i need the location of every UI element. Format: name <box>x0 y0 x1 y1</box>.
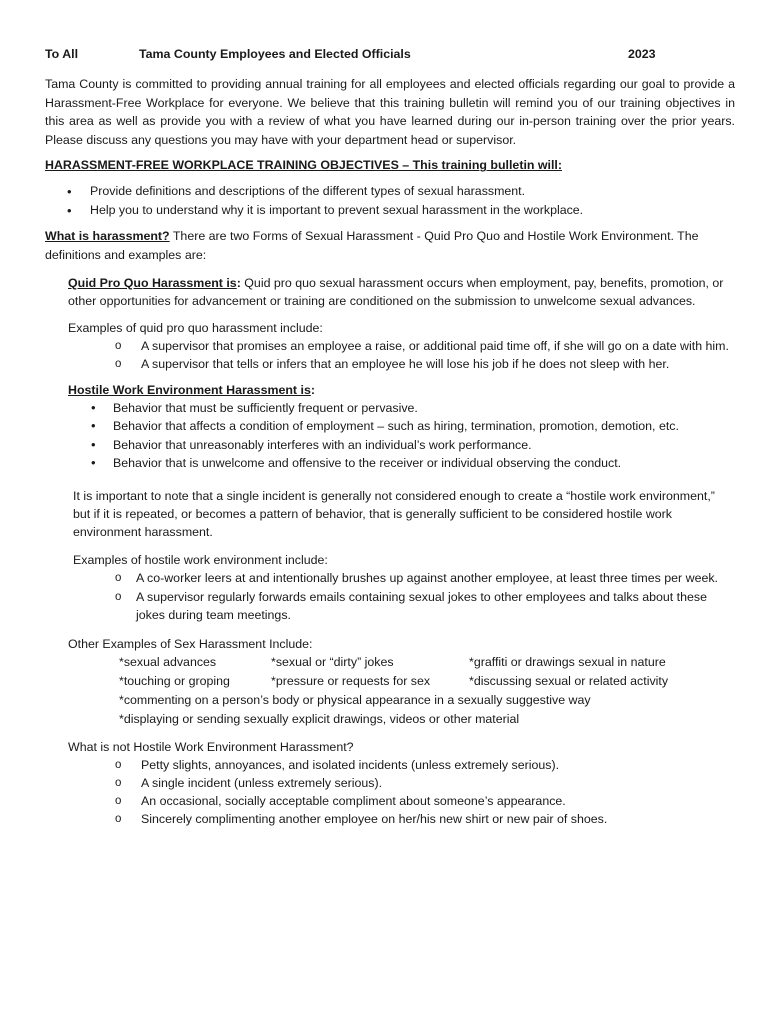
list-item: • Behavior that is unwelcome and offensive to the receiver or individual observing the conduct. <box>45 454 735 472</box>
list-item: • Help you to understand why it is important to prevent sexual harassment in the workplace. <box>45 201 735 220</box>
hostile-examples-heading: Examples of hostile work environment include: <box>73 553 328 568</box>
list-item: o A supervisor regularly forwards emails containing sexual jokes to other employees and talks about these jokes during team meetings. <box>45 588 735 625</box>
what-is-label: What is harassment? <box>45 229 170 244</box>
quid-pro-quo-section <box>68 274 735 337</box>
list-item: o A supervisor that tells or infers that an employee he will lose his job if he does not sleep with her. <box>45 355 735 373</box>
other-examples-grid <box>119 653 735 729</box>
example-item: *touching or groping <box>119 674 230 689</box>
hostile-examples <box>45 569 735 624</box>
example-item: *commenting on a person’s body or physical appearance in a sexually suggestive way <box>119 693 591 708</box>
not-hostile-heading: What is not Hostile Work Environment Harassment? <box>68 740 354 755</box>
other-examples-row <box>119 691 735 710</box>
to-label: To All <box>45 47 79 61</box>
example-item: *displaying or sending sexually explicit drawings, videos or other material <box>119 712 520 727</box>
example-item: *pressure or requests for sex <box>271 674 431 689</box>
list-item: • Behavior that affects a condition of employment – such as hiring, termination, promotion, demotion, etc. <box>45 417 735 435</box>
hostile-list <box>45 399 735 472</box>
list-item: • Provide definitions and descriptions of the different types of sexual harassment. <box>45 182 735 201</box>
intro-paragraph: Tama County is committed to providing annual training for all employees and elected officials regarding our goal to provide a Harassment-Free Workplace for everyone. We believe that this training bulletin will remind you of our training objectives in this area as well as provide you with a review of what you have learned during our in-person training over the prior years. Please discuss any questions you may have with your department head or supervisor. <box>45 77 735 147</box>
what-is-text: There are two Forms of Sexual Harassment - Quid Pro Quo and Hostile Work Environment. The definitions and examples are: <box>45 229 699 262</box>
example-item: *discussing sexual or related activity <box>469 674 669 689</box>
quid-pro-quo-colon: : <box>236 275 241 290</box>
objectives-title: HARASSMENT-FREE WORKPLACE TRAINING OBJECTIVES – This training bulletin will: <box>45 158 562 173</box>
hostile-label: Hostile Work Environment Harassment is <box>68 383 311 398</box>
document-page <box>45 47 735 828</box>
other-examples-row <box>119 653 735 672</box>
hostile-title <box>68 381 735 399</box>
list-item: o Sincerely complimenting another employee on her/his new shirt or new pair of shoes. <box>45 810 735 828</box>
hostile-note: It is important to note that a single incident is generally not considered enough to create a “hostile work environment,” but if it is repeated, or becomes a pattern of behavior, that is generally sufficient to be considered hostile work environment harassment. <box>73 489 715 540</box>
quid-pro-quo-examples-heading: Examples of quid pro quo harassment include: <box>68 320 323 335</box>
list-item: o A single incident (unless extremely serious). <box>45 774 735 792</box>
memo-header <box>45 47 735 65</box>
list-item: o Petty slights, annoyances, and isolated incidents (unless extremely serious). <box>45 756 735 774</box>
quid-pro-quo-text: Quid pro quo sexual harassment occurs when employment, pay, benefits, promotion, or other opportunities for advancement or training are conditioned on the submission to unwelcome sexual advances. <box>68 275 724 309</box>
other-examples-heading: Other Examples of Sex Harassment Include: <box>68 636 313 651</box>
recipients: Tama County Employees and Elected Officials <box>139 47 411 61</box>
list-item: • Behavior that must be sufficiently frequent or pervasive. <box>45 399 735 417</box>
example-item: *graffiti or drawings sexual in nature <box>469 655 666 670</box>
hostile-colon: : <box>310 383 315 398</box>
list-item: o An occasional, socially acceptable compliment about someone’s appearance. <box>45 792 735 810</box>
example-item: *sexual or “dirty” jokes <box>271 655 394 670</box>
example-item: *sexual advances <box>119 655 217 670</box>
other-examples-row <box>119 672 735 691</box>
list-item: o A supervisor that promises an employee a raise, or additional paid time off, if she will go on a date with him. <box>45 337 735 355</box>
quid-pro-quo-definition <box>68 274 735 311</box>
list-item: • Behavior that unreasonably interferes with an individual’s work performance. <box>45 436 735 454</box>
quid-pro-quo-label: Quid Pro Quo Harassment is <box>68 275 237 290</box>
year: 2023 <box>628 47 656 61</box>
not-hostile-list <box>45 756 735 828</box>
list-item: o A co-worker leers at and intentionally brushes up against another employee, at least three times per week. <box>45 569 735 587</box>
quid-pro-quo-examples <box>45 337 735 373</box>
what-is-harassment <box>45 227 735 264</box>
objectives-list <box>45 182 735 220</box>
other-examples-row <box>119 710 735 729</box>
